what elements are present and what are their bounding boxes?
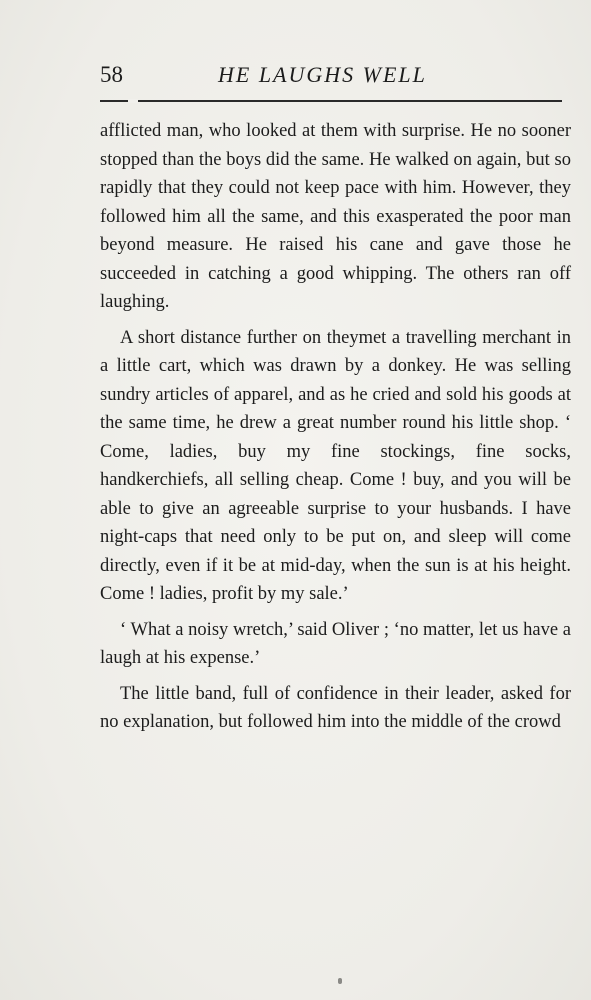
body-text [100, 117, 571, 744]
page-number: 58 [100, 62, 123, 87]
paragraph-2: A short distance further on theymet a travelling merchant in a little cart, which was drawn by a donkey. He was selling sundry articles of apparel, and as he cried and sold his goods at the same time, he drew a great number round his little shop. ‘ Come, ladies, buy my fine stockings, fine socks, handkerchiefs, all selling cheap. Come ! buy, and you will be able to give an agreeable surprise to your husbands. I have night-caps that need only to be put on, and sleep will come directly, even if it be at mid-day, when the sun is at his height. Come ! ladies, profit by my sale.’ [100, 327, 571, 604]
paragraph-1: afflicted man, who looked at them with surprise. He no sooner stopped than the boys did the same. He walked on again, but so rapidly that they could not keep pace with him. However, they followed him all the same, and this exasperated the poor man beyond measure. He raised his cane and gave those he succeeded in catching a good whipping. The others ran off laughing. [100, 121, 571, 312]
header-rule-gap [128, 99, 138, 103]
printer-mark [338, 978, 342, 984]
paragraph-4: The little band, full of confidence in their leader, asked for no explanation, but followed him into the middle of the crowd [100, 683, 571, 732]
page-header [100, 60, 571, 90]
header-rule [100, 100, 562, 102]
paragraph-3: ‘ What a noisy wretch,’ said Oliver ; ‘no matter, let us have a laugh at his expense.’ [100, 619, 571, 668]
running-title: HE LAUGHS WELL [218, 62, 427, 87]
